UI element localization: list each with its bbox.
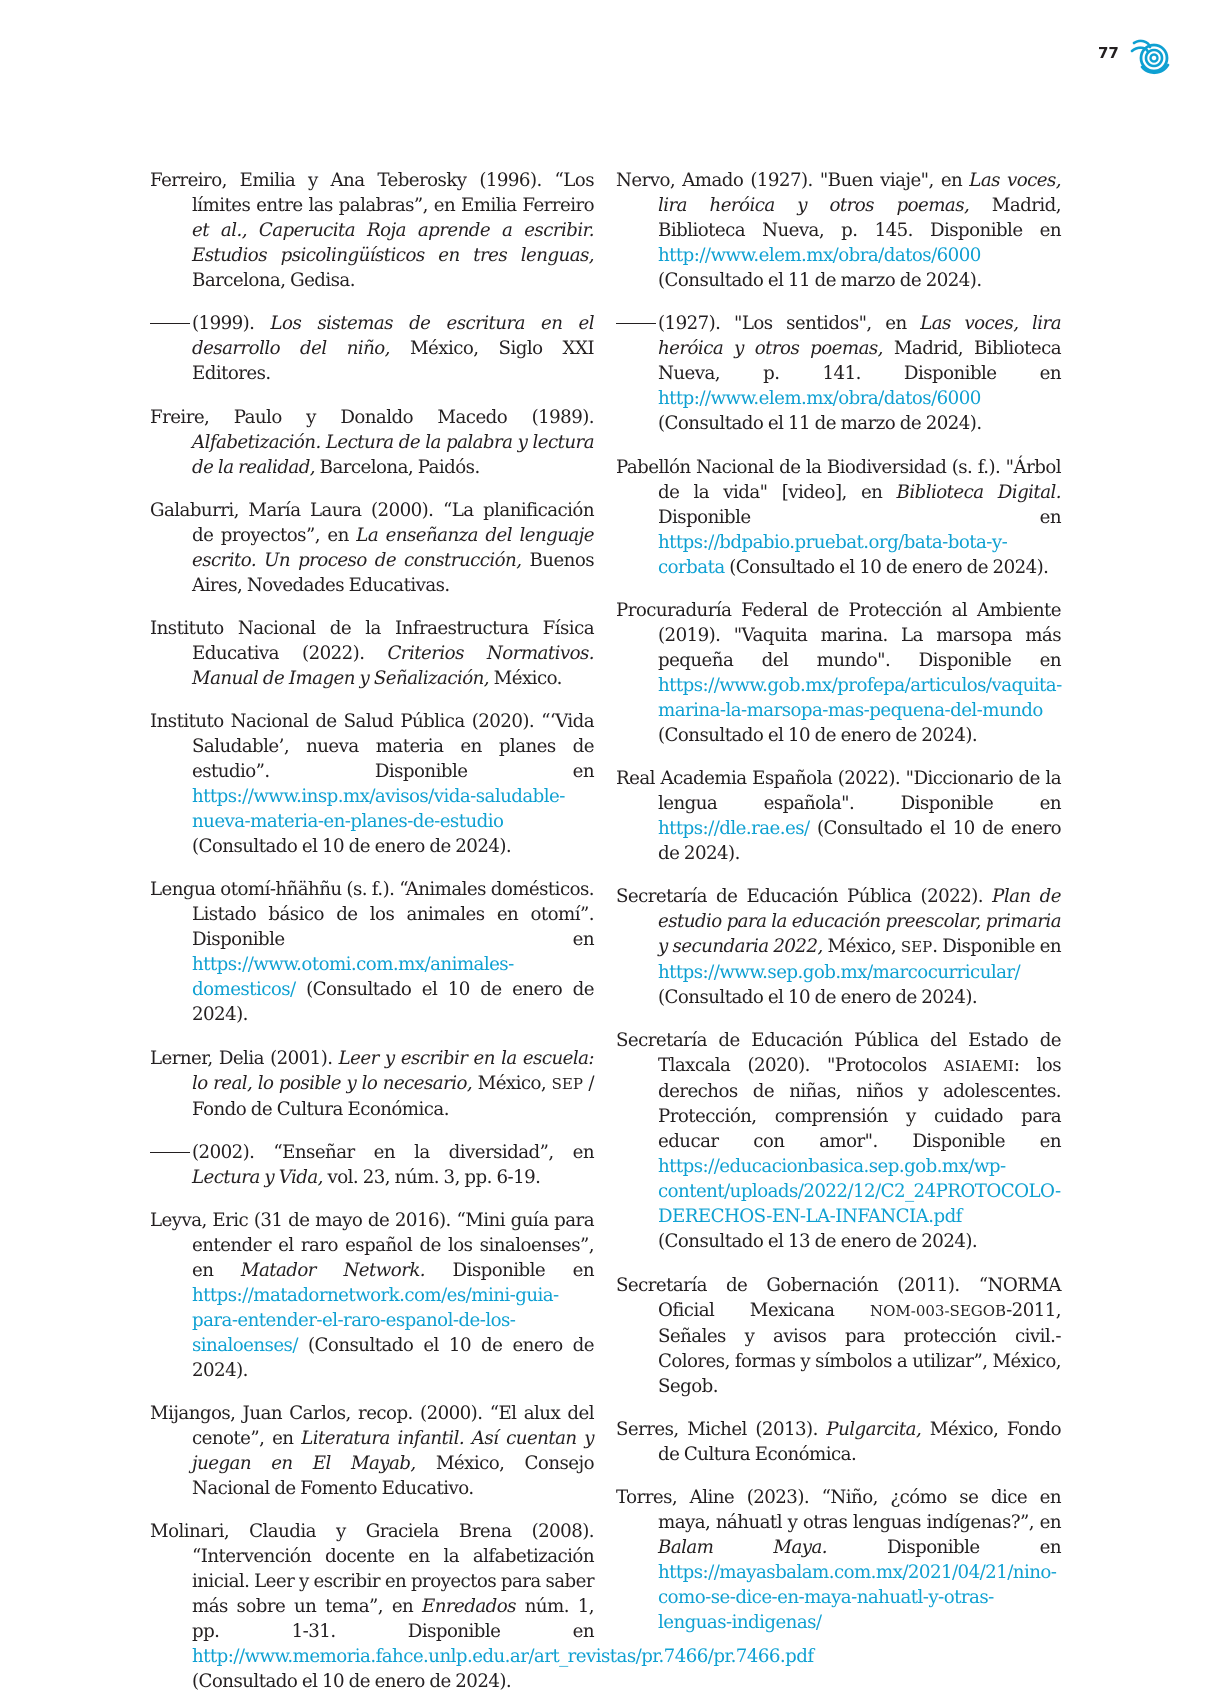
reference-entry: (1927). "Los sentidos", en Las voces, lira heróica y otros poemas, Madrid, Biblioteca Nueva, p. 141. Disponible en http://www.elem.mx/obra/datos/6000 (Consultado el 11 de marzo de 2024). [616, 311, 1061, 436]
reference-link[interactable]: http://www.memoria.fahce.unlp.edu.ar/art_revistas/pr.7466/pr.7466.pdf [192, 1646, 814, 1668]
reference-link[interactable]: http://www.elem.mx/obra/datos/6000 [658, 388, 981, 410]
reference-entry: Mijangos, Juan Carlos, recop. (2000). “El alux del cenote”, en Literatura infantil. Así cuentan y juegan en El Mayab, México, Consejo Nacional de Fomento Educativo. [150, 1403, 594, 1500]
reference-entry: (1999). Los sistemas de escritura en el desarrollo del niño, México, Siglo XXI Editores. [150, 311, 594, 386]
reference-link[interactable]: https://dle.rae.es/ [658, 817, 810, 839]
reference-link[interactable]: https://bdpabio.pruebat.org/bata-bota-y-corbata [658, 531, 1008, 578]
reference-entry: Lengua otomí-hñähñu (s. f.). “Animales domésticos. Listado básico de los animales en otomí”. Disponible en https://www.otomi.com.mx/animales-domesticos/ (Consultado el 10 de enero de 2024). [150, 879, 594, 1026]
reference-entry: Freire, Paulo y Donaldo Macedo (1989). Alfabetización. Lectura de la palabra y lectura de la realidad, Barcelona, Paidós. [150, 406, 594, 478]
reference-entry: (2002). “Enseñar en la diversidad”, en Lectura y Vida, vol. 23, núm. 3, pp. 6-19. [150, 1140, 594, 1190]
reference-link[interactable]: https://www.gob.mx/profepa/articulos/vaquita-marina-la-marsopa-mas-pequena-del-mundo [658, 674, 1062, 721]
page-number: 77 [1098, 44, 1119, 62]
reference-entry: Leyva, Eric (31 de mayo de 2016). “Mini guía para entender el raro español de los sinaloenses”, en Matador Network. Disponible en https://matadornetwork.com/es/mini-guia-para-entender-el-raro-espanol-de-los-sinaloenses/ (Consultado el 10 de enero de 2024). [150, 1209, 594, 1381]
reference-entry: Real Academia Española (2022). "Diccionario de la lengua española". Disponible en https://dle.rae.es/ (Consultado el 10 de enero de 2024). [616, 767, 1061, 864]
spiral-wave-logo-icon [1130, 37, 1172, 75]
repeated-author-dash [150, 323, 190, 324]
reference-entry: Molinari, Claudia y Graciela Brena (2008). “Intervención docente en la alfabetización inicial. Leer y escribir en proyectos para saber más sobre un tema”, en Enredados núm. 1, pp. 1-31. Disponible en http://www.memoria.fahce.unlp.edu.ar/art_revistas/pr.7466/pr.7466.pdf (Consultado el 10 de enero de 2024). [150, 1521, 814, 1693]
reference-entry: Secretaría de Educación Pública (2022). Plan de estudio para la educación preescolar, primaria y secundaria 2022, México, SEP. Disponible en https://www.sep.gob.mx/marcocurricular/ (Consultado el 10 de enero de 2024). [616, 886, 1062, 1009]
reference-link[interactable]: https://www.insp.mx/avisos/vida-saludable-nueva-materia-en-planes-de-estudio [192, 786, 565, 833]
reference-entry: Procuraduría Federal de Protección al Ambiente (2019). "Vaquita marina. La marsopa más pequeña del mundo". Disponible en https://www.gob.mx/profepa/articulos/vaquita-marina-la-marsopa-mas-pequena-del-mundo (Consultado el 10 de enero de 2024). [616, 599, 1062, 746]
reference-link[interactable]: https://educacionbasica.sep.gob.mx/wp-content/uploads/2022/12/C2_24PROTOCOLO-DERECHOS-EN-LA-INFANCIA.pdf [658, 1156, 1061, 1228]
reference-entry: Serres, Michel (2013). Pulgarcita, México, Fondo de Cultura Económica. [616, 1418, 1062, 1465]
reference-entry: Ferreiro, Emilia y Ana Teberosky (1996). “Los límites entre las palabras”, en Emilia Ferreiro et al., Caperucita Roja aprende a escribir. Estudios psicolingüísticos en tres lenguas, Barcelona, Gedisa. [150, 170, 594, 292]
reference-entry: Instituto Nacional de Salud Pública (2020). “‘Vida Saludable’, nueva materia en planes de estudio”. Disponible en https://www.insp.mx/avisos/vida-saludable-nueva-materia-en-planes-de-estudio (Consultado el 10 de enero de 2024). [150, 711, 594, 858]
reference-entry: Pabellón Nacional de la Biodiversidad (s. f.). "Árbol de la vida" [video], en Biblioteca Digital. Disponible en https://bdpabio.pruebat.org/bata-bota-y-corbata (Consultado el 10 de enero de 2024). [616, 456, 1061, 578]
reference-link[interactable]: https://mayasbalam.com.mx/2021/04/21/nino-como-se-dice-en-maya-nahuatl-y-otras-lenguas-indigenas/ [658, 1561, 1057, 1633]
reference-entry: Secretaría de Gobernación (2011). “NORMA Oficial Mexicana NOM-003-SEGOB-2011, Señales y avisos para protección civil.- Colores, formas y símbolos a utilizar”, México, Segob. [616, 1274, 1061, 1397]
reference-entry: Galaburri, María Laura (2000). “La planificación de proyectos”, en La enseñanza del lenguaje escrito. Un proceso de construcción, Buenos Aires, Novedades Educativas. [150, 499, 594, 596]
reference-link[interactable]: https://www.sep.gob.mx/marcocurricular/ [658, 962, 1021, 984]
reference-entry: Instituto Nacional de la Infraestructura Física Educativa (2022). Criterios Normativos. Manual de Imagen y Señalización, México. [150, 617, 594, 689]
repeated-author-dash [150, 1152, 190, 1153]
reference-entry: Nervo, Amado (1927). "Buen viaje", en Las voces, lira heróica y otros poemas, Madrid, Biblioteca Nueva, p. 145. Disponible en http://www.elem.mx/obra/datos/6000 (Consultado el 11 de marzo de 2024). [616, 170, 1061, 292]
reference-link[interactable]: https://www.otomi.com.mx/animales-domesticos/ [192, 954, 514, 1001]
reference-link[interactable]: http://www.elem.mx/obra/datos/6000 [658, 245, 981, 267]
reference-entry: Secretaría de Educación Pública del Estado de Tlaxcala (2020). "Protocolos ASIAEMI: los derechos de niñas, niños y adolescentes. Protección, comprensión y cuidado para educar con amor". Disponible en https://educacionbasica.sep.gob.mx/wp-content/uploads/2022/12/C2_24PROTOCOLO-DERECHOS-EN-LA-INFANCIA.pdf (Consultado el 13 de enero de 2024). [616, 1030, 1061, 1253]
references-right-column [616, 150, 1061, 1643]
repeated-author-dash [616, 323, 656, 324]
reference-entry: Torres, Aline (2023). “Niño, ¿cómo se dice en maya, náhuatl y otras lenguas indígenas?”, en Balam Maya. Disponible en https://mayasbalam.com.mx/2021/04/21/nino-como-se-dice-en-maya-nahuatl-y-otras-lenguas-indigenas/ [616, 1486, 1061, 1633]
reference-link[interactable]: https://matadornetwork.com/es/mini-guia-para-entender-el-raro-espanol-de-los-sinaloenses/ [192, 1284, 559, 1356]
reference-entry: Lerner, Delia (2001). Leer y escribir en la escuela: lo real, lo posible y lo necesario, México, SEP / Fondo de Cultura Económica. [150, 1047, 594, 1120]
